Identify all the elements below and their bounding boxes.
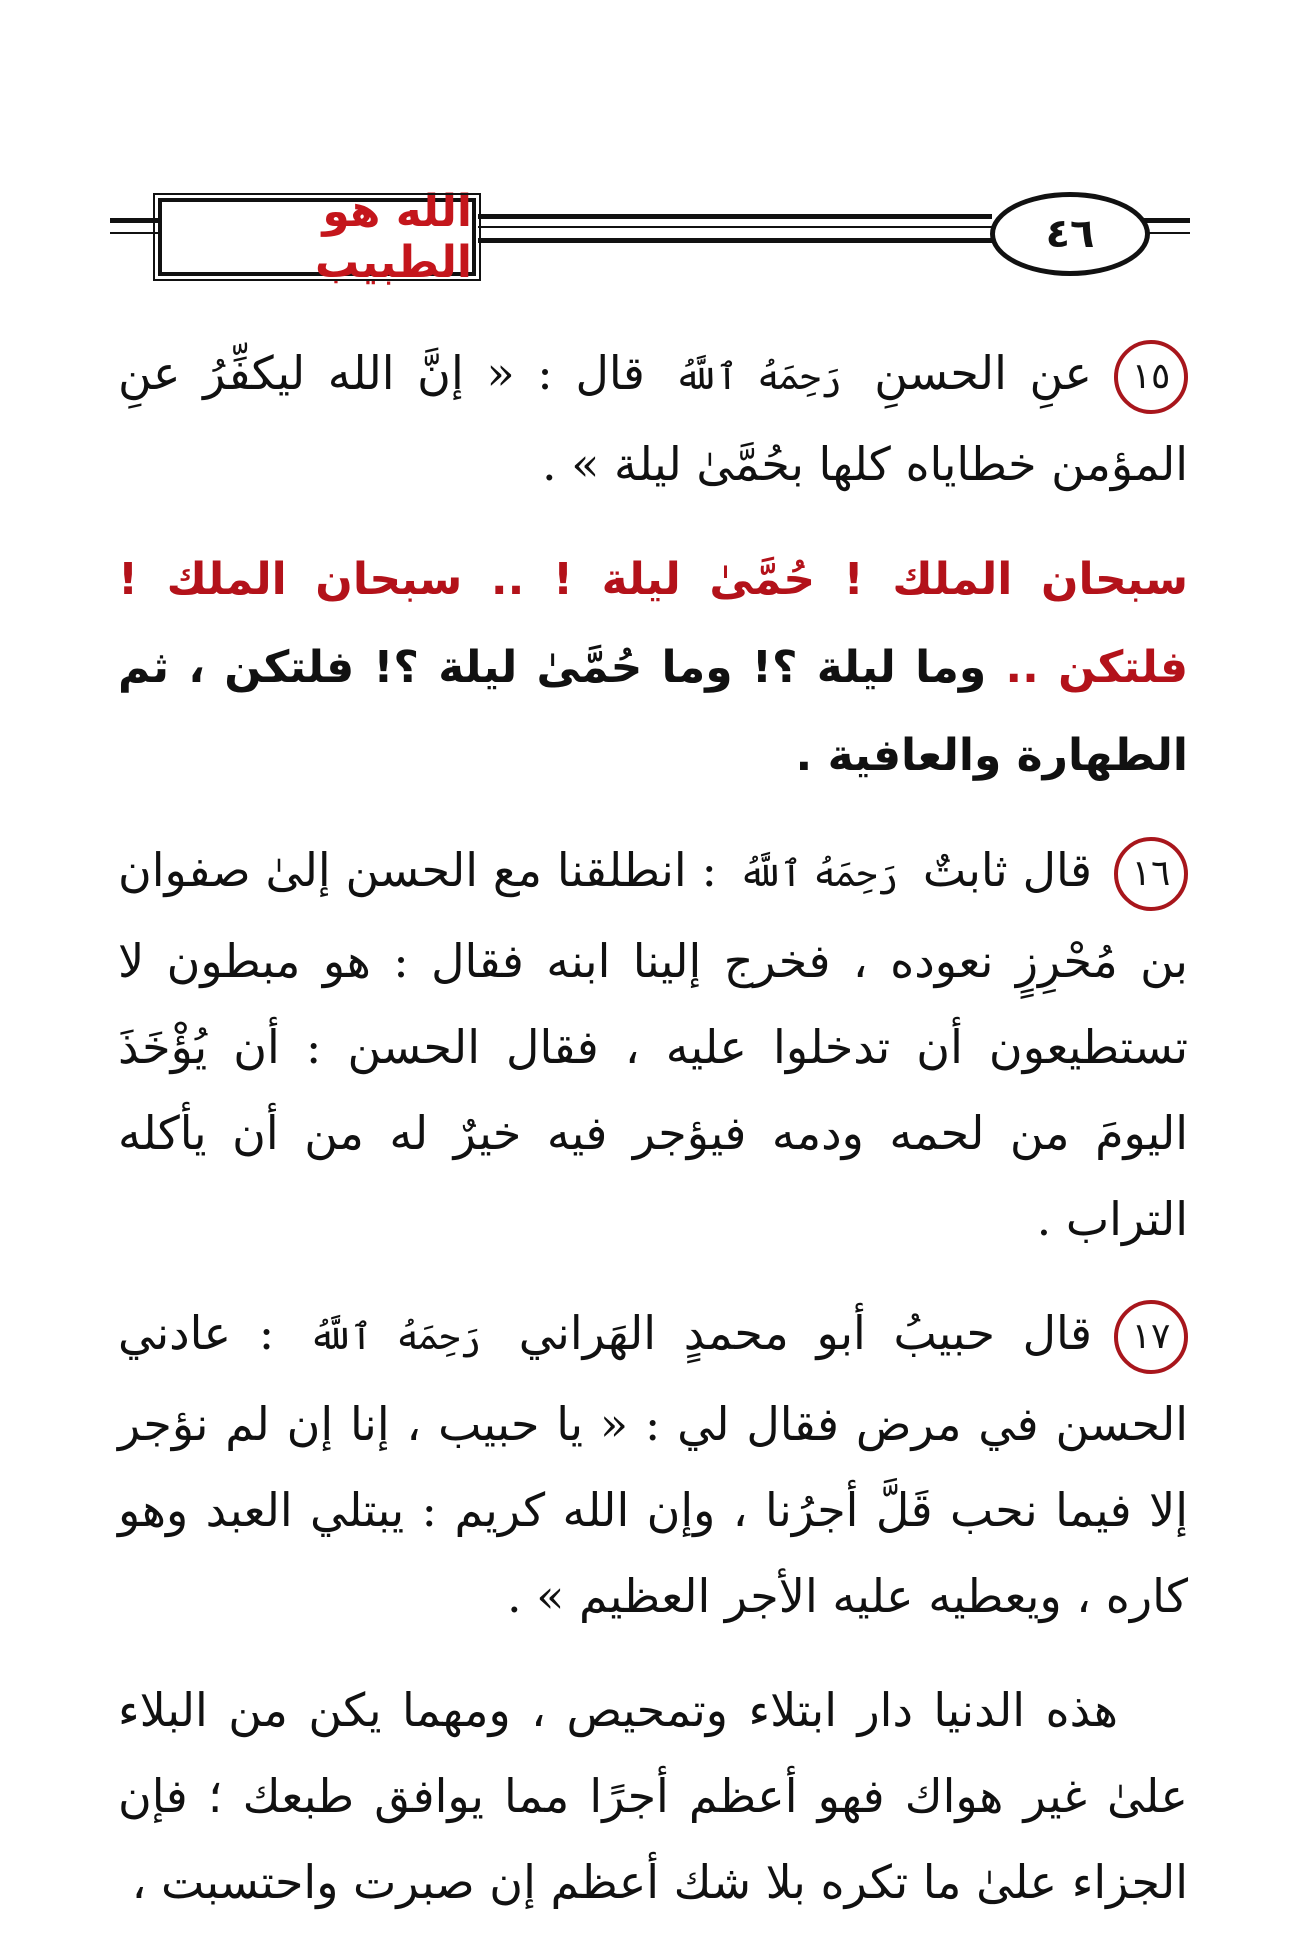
header-rule-middle (478, 226, 992, 228)
blessing-phrase: رَحِمَهُ ٱللَّهُ (727, 854, 899, 895)
page-header (110, 186, 1190, 288)
highlighted-text: سبحان الملك ! حُمَّىٰ ليلة ! .. سبحان الملك ! فلتكن .. (118, 554, 1189, 693)
paragraph-text: : انطلقنا مع الحسن إلىٰ صفوان بن مُحْرِزٍ نعوده ، فخرج إلينا ابنه فقال : هو مبطون لا تستطيعون أن تدخلوا عليه ، فقال الحسن : أن يُؤْخَذَ اليومَ من لحمه ودمه فيؤجر فيه خيرٌ له من أن يأكله التراب . (118, 843, 1188, 1246)
header-rule-left (110, 218, 162, 223)
paragraph-text: : عادني الحسن في مرض فقال لي : « يا حبيب ، إنا إن لم نؤجر إلا فيما نحب قَلَّ أجرُنا ، وإن الله كريم : يبتلي العبد وهو كاره ، ويعطيه عليه الأجر العظيم » . (118, 1306, 1188, 1623)
paragraph (118, 535, 1188, 799)
paragraph-text: قال ثابتٌ (908, 843, 1092, 897)
paragraph-text: قال حبيبُ أبو محمدٍ الهَراني (491, 1306, 1092, 1360)
book-title-box (158, 186, 476, 288)
book-title: الله هو الطبيب (315, 186, 472, 288)
paragraph-text: عنِ الحسنِ (851, 346, 1093, 400)
narration-number-badge: ١٧ (1114, 1300, 1188, 1374)
paragraph (118, 1290, 1188, 1639)
narration-number-badge: ١٥ (1114, 340, 1188, 414)
header-rule-right (1140, 218, 1190, 223)
header-rule-middle (478, 238, 992, 243)
header-rule-left (110, 232, 162, 234)
page-number-oval (990, 192, 1150, 276)
blessing-phrase: رَحِمَهُ ٱللَّهُ (284, 1317, 481, 1358)
paragraph (118, 827, 1188, 1262)
paragraph-text: وما ليلة ؟! وما حُمَّىٰ ليلة ؟! فلتكن ، ثم الطهارة والعافية . (118, 642, 1188, 781)
header-rule-middle (478, 214, 992, 219)
paragraph-text: قال : « إنَّ الله ليكفِّرُ عنِ المؤمن خطاياه كلها بحُمَّىٰ ليلة » . (118, 346, 1188, 491)
narration-number-badge: ١٦ (1114, 837, 1188, 911)
paragraph (118, 330, 1188, 507)
paragraph (118, 1667, 1188, 1925)
blessing-phrase: رَحِمَهُ ٱللَّهُ (654, 357, 842, 398)
page-body (118, 330, 1188, 1925)
page-number: ٤٦ (1045, 211, 1095, 257)
paragraph-text: هذه الدنيا دار ابتلاء وتمحيص ، ومهما يكن من البلاء علىٰ غير هواك فهو أعظم أجرًا مما يوافق طبعك ؛ فإن الجزاء علىٰ ما تكره بلا شك أعظم إن صبرت واحتسبت ، (118, 1683, 1188, 1909)
